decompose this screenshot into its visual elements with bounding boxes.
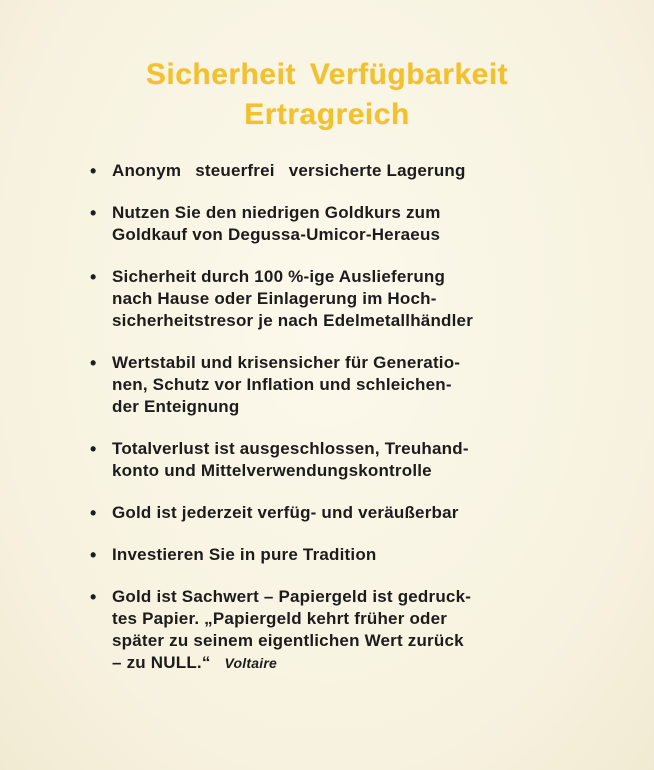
list-item — [90, 586, 610, 674]
list-item-line: der Enteignung — [112, 397, 240, 416]
list-item-line: • Investieren Sie in pure Tradition — [112, 545, 377, 564]
quote-attribution: Voltaire — [224, 655, 277, 671]
list-item-line: – zu NULL.“ — [112, 653, 211, 672]
feature-list — [90, 160, 610, 674]
list-item-line: • Gold ist Sachwert – Papiergeld ist gedruck- — [112, 587, 472, 606]
list-item-line: tes Papier. „Papiergeld kehrt früher oder — [112, 609, 448, 628]
list-item — [90, 202, 610, 246]
headline-verfuegbarkeit: Verfügbarkeit — [309, 58, 509, 91]
list-item-text: steuerfrei — [195, 161, 275, 180]
headline-ertragreich: Ertragreich — [244, 98, 410, 131]
list-item-line: • Gold ist jederzeit verfüg- und veräußerbar — [112, 503, 459, 522]
list-item-line: später zu seinem eigentlichen Wert zurück — [112, 631, 464, 650]
list-item-line: konto und Mittelverwendungskontrolle — [112, 461, 432, 480]
list-item — [90, 266, 610, 332]
list-item-line: Goldkauf von Degussa-Umicor-Heraeus — [112, 225, 441, 244]
list-item — [90, 544, 610, 566]
list-item — [90, 160, 610, 182]
list-item-text: versicherte Lagerung — [288, 161, 466, 180]
list-item-line: • Nutzen Sie den niedrigen Goldkurs zum — [112, 203, 441, 222]
list-item-line: • Wertstabil und krisensicher für Generatio- — [112, 353, 461, 372]
headline-sicherheit: Sicherheit — [145, 58, 296, 91]
list-item — [90, 352, 610, 418]
list-item-line: • Totalverlust ist ausgeschlossen, Treuhand- — [112, 439, 469, 458]
list-item-text: Anonym — [112, 161, 182, 180]
list-item-line: sicherheitstresor je nach Edelmetallhändler — [112, 311, 474, 330]
list-item-line: nach Hause oder Einlagerung im Hoch- — [112, 289, 437, 308]
list-item — [90, 438, 610, 482]
list-item — [90, 502, 610, 524]
list-item-line: • Sicherheit durch 100 %-ige Auslieferung — [112, 267, 446, 286]
list-item-line: nen, Schutz vor Inflation und schleichen- — [112, 375, 452, 394]
headline — [0, 58, 654, 92]
